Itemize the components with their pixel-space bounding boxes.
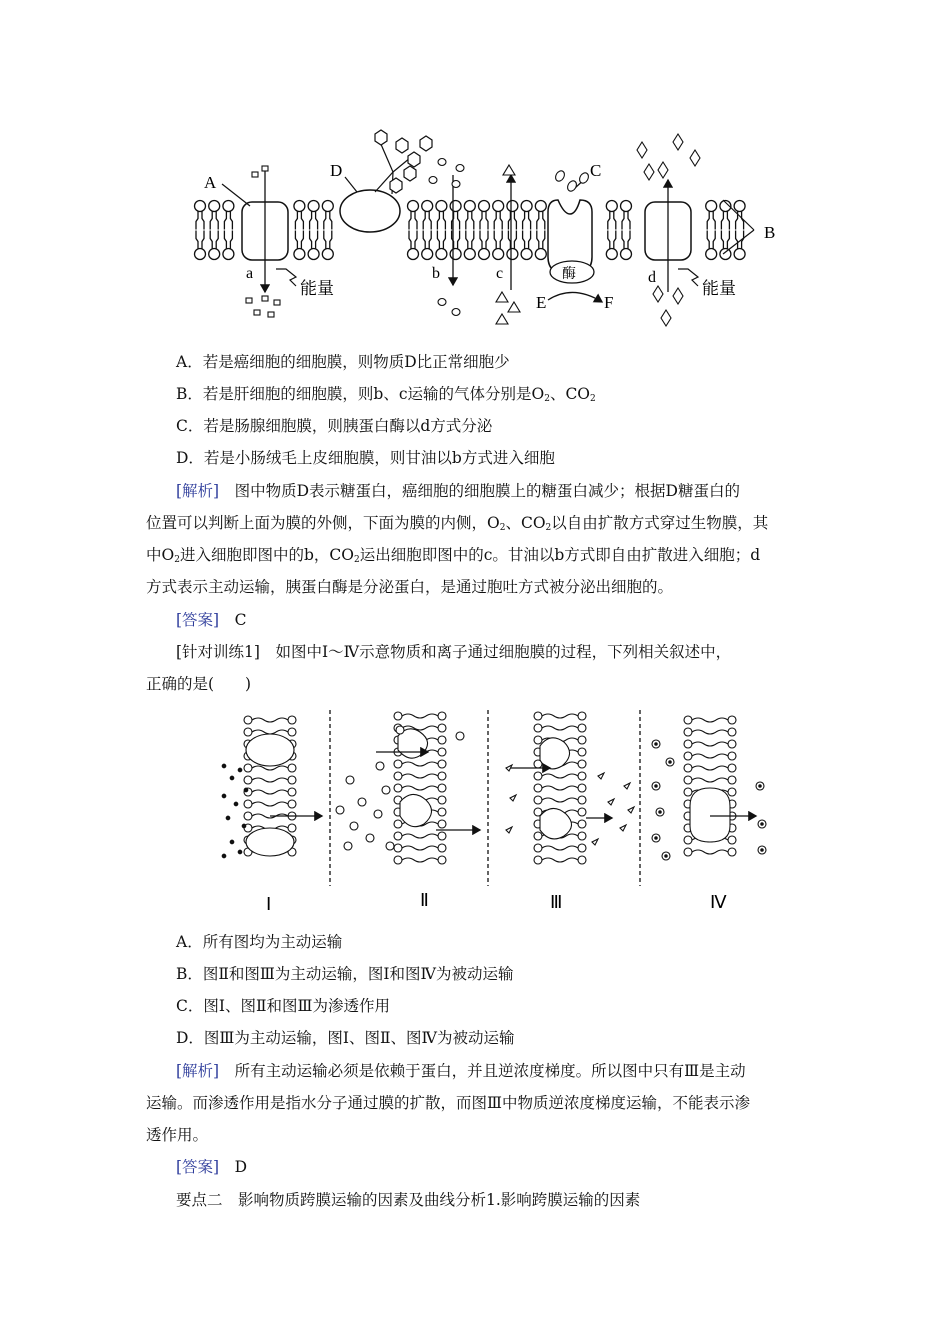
glycoprotein-d [340, 190, 400, 232]
transport-panels-figure [210, 706, 780, 916]
circle-particles [429, 159, 464, 316]
subscript: 2 [545, 523, 552, 533]
q1-analysis-line-4: 方式表示主动运输，胰蛋白酶是分泌蛋白，是通过胞吐方式被分泌出细胞的。 [146, 578, 674, 596]
q1-option-b [176, 384, 596, 409]
q2-answer [176, 1157, 247, 1177]
q2-option-c: C．图Ⅰ、图Ⅱ和图Ⅲ为渗透作用 [176, 997, 390, 1015]
q2-stem-line-2: 正确的是( ) [146, 675, 252, 693]
analysis-text: 所有主动运输必须是依赖于蛋白，并且逆浓度梯度。所以图中只有Ⅲ是主动 [234, 1062, 746, 1080]
panel-label-1: Ⅰ [266, 894, 272, 914]
subscript: 2 [353, 555, 360, 565]
analysis-text: 进入细胞即图中的b，CO [179, 546, 354, 564]
analysis-text: 运出细胞即图中的c。甘油以b方式即自由扩散进入细胞；d [359, 546, 761, 564]
label-c: c [496, 265, 504, 282]
panel-label-3: Ⅲ [550, 892, 563, 912]
q1-answer [176, 610, 247, 630]
q1-analysis-line-1 [176, 481, 740, 501]
analysis-tag: [解析] [176, 1062, 220, 1080]
q2-option-a: A．所有图均为主动运输 [176, 933, 343, 951]
panel-label-4: Ⅳ [710, 892, 727, 912]
answer-value: D [234, 1158, 248, 1176]
analysis-text: 中O [146, 546, 175, 564]
q1-option-d: D．若是小肠绒毛上皮细胞膜，则甘油以b方式进入细胞 [176, 449, 555, 467]
label-b: b [432, 265, 440, 282]
q1-option-b-text: B．若是肝细胞的细胞膜，则b、c运输的气体分别是O [176, 385, 545, 403]
q2-option-d: D．图Ⅲ为主动运输，图Ⅰ、图Ⅱ、图Ⅳ为被动运输 [176, 1029, 515, 1047]
section-heading: 要点二 影响物质跨膜运输的因素及曲线分析1.影响跨膜运输的因素 [176, 1191, 641, 1209]
q2-stem-line-1: [针对训练1] 如图中Ⅰ～Ⅳ示意物质和离子通过细胞膜的过程，下列相关叙述中， [176, 643, 732, 661]
panel-label-2: Ⅱ [420, 890, 429, 910]
label-D: D [330, 161, 343, 180]
q1-analysis-line-2 [146, 513, 768, 538]
answer-tag: [答案] [176, 1158, 220, 1176]
q1-option-b-mid: 、CO [549, 385, 591, 403]
label-C: C [590, 161, 602, 180]
answer-value: C [234, 611, 247, 629]
sugar-chain [375, 130, 432, 194]
label-B: B [764, 223, 776, 242]
substrate-particles [554, 169, 590, 193]
q1-option-a: A．若是癌细胞的细胞膜，则物质D比正常细胞少 [176, 353, 510, 371]
label-energy-right: 能量 [702, 279, 736, 299]
label-F: F [604, 293, 614, 312]
subscript: 2 [544, 394, 550, 404]
label-enzyme: 酶 [562, 266, 576, 282]
q1-analysis-line-3 [146, 545, 760, 570]
q1-option-c: C．若是肠腺细胞膜，则胰蛋白酶以d方式分泌 [176, 417, 493, 435]
label-E: E [536, 293, 547, 312]
label-a: a [246, 265, 254, 282]
subscript: 2 [499, 523, 506, 533]
analysis-tag: [解析] [176, 482, 220, 500]
subscript: 2 [174, 555, 180, 565]
analysis-text: 图中物质D表示糖蛋白，癌细胞的细胞膜上的糖蛋白减少；根据D糖蛋白的 [234, 482, 740, 500]
analysis-text: 位置可以判断上面为膜的外侧，下面为膜的内侧，O [146, 514, 500, 532]
q2-option-b: B．图Ⅱ和图Ⅲ为主动运输，图Ⅰ和图Ⅳ为被动运输 [176, 965, 514, 983]
q2-analysis-line-2: 运输。而渗透作用是指水分子通过膜的扩散，而图Ⅲ中物质逆浓度梯度运输，不能表示渗 [146, 1094, 750, 1112]
q2-analysis-line-3: 透作用。 [146, 1126, 209, 1144]
analysis-text: 、CO [505, 514, 546, 532]
label-energy-left: 能量 [300, 279, 334, 299]
membrane-transport-figure [180, 120, 800, 335]
answer-tag: [答案] [176, 611, 220, 629]
q2-analysis-line-1 [176, 1061, 746, 1081]
label-A: A [204, 173, 217, 192]
subscript: 2 [590, 394, 596, 404]
label-d: d [648, 269, 656, 286]
analysis-text: 以自由扩散方式穿过生物膜，其 [551, 514, 769, 532]
